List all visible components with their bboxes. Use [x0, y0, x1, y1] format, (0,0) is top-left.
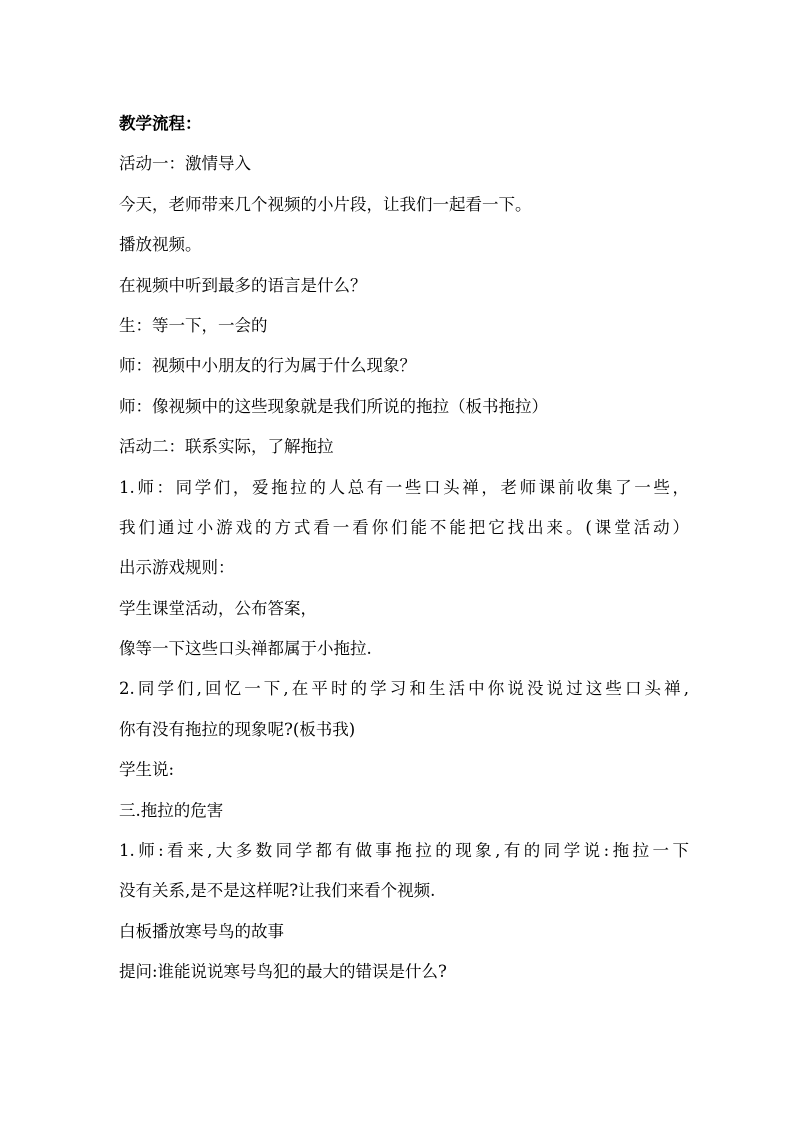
- activity-heading: 活动一：激情导入: [119, 154, 251, 174]
- text-line: 学生说:: [119, 760, 175, 780]
- text-line: 今天，老师带来几个视频的小片段，让我们一起看一下。: [119, 194, 532, 214]
- activity-heading: 活动二：联系实际，了解拖拉: [119, 437, 334, 457]
- text-line: 出示游戏规则：: [119, 558, 235, 578]
- text-line: 你有没有拖拉的现象呢?(板书我): [119, 719, 356, 739]
- section-heading: 教学流程：: [119, 114, 202, 133]
- text-line: 师：像视频中的这些现象就是我们所说的拖拉（板书拖拉）: [119, 396, 548, 416]
- text-line: 学生课堂活动，公布答案，: [119, 598, 317, 618]
- text-line: 生：等一下，一会的: [119, 315, 268, 335]
- text-line: 1.师：同学们，爱拖拉的人总有一些口头禅，老师课前收集了一些，: [119, 477, 689, 497]
- text-line: 白板播放寒号鸟的故事: [119, 921, 284, 941]
- text-line: 师：视频中小朋友的行为属于什么现象？: [119, 356, 416, 376]
- text-line: 播放视频。: [119, 235, 202, 255]
- text-line: 1.师:看来,大多数同学都有做事拖拉的现象,有的同学说:拖拉一下: [119, 841, 689, 861]
- text-line: 像等一下这些口头禅都属于小拖拉.: [119, 639, 372, 659]
- section-heading: 三.拖拉的危害: [119, 800, 224, 820]
- text-line: 提问:谁能说说寒号鸟犯的最大的错误是什么?: [119, 962, 447, 982]
- text-line: 我们通过小游戏的方式看一看你们能不能把它找出来。(课堂活动）: [119, 517, 689, 537]
- text-line: 在视频中听到最多的语言是什么？: [119, 275, 367, 295]
- text-line: 没有关系,是不是这样呢?让我们来看个视频.: [119, 881, 436, 901]
- document-body: [119, 104, 689, 993]
- text-line: 2.同学们,回忆一下,在平时的学习和生活中你说没说过这些口头禅,: [119, 679, 689, 699]
